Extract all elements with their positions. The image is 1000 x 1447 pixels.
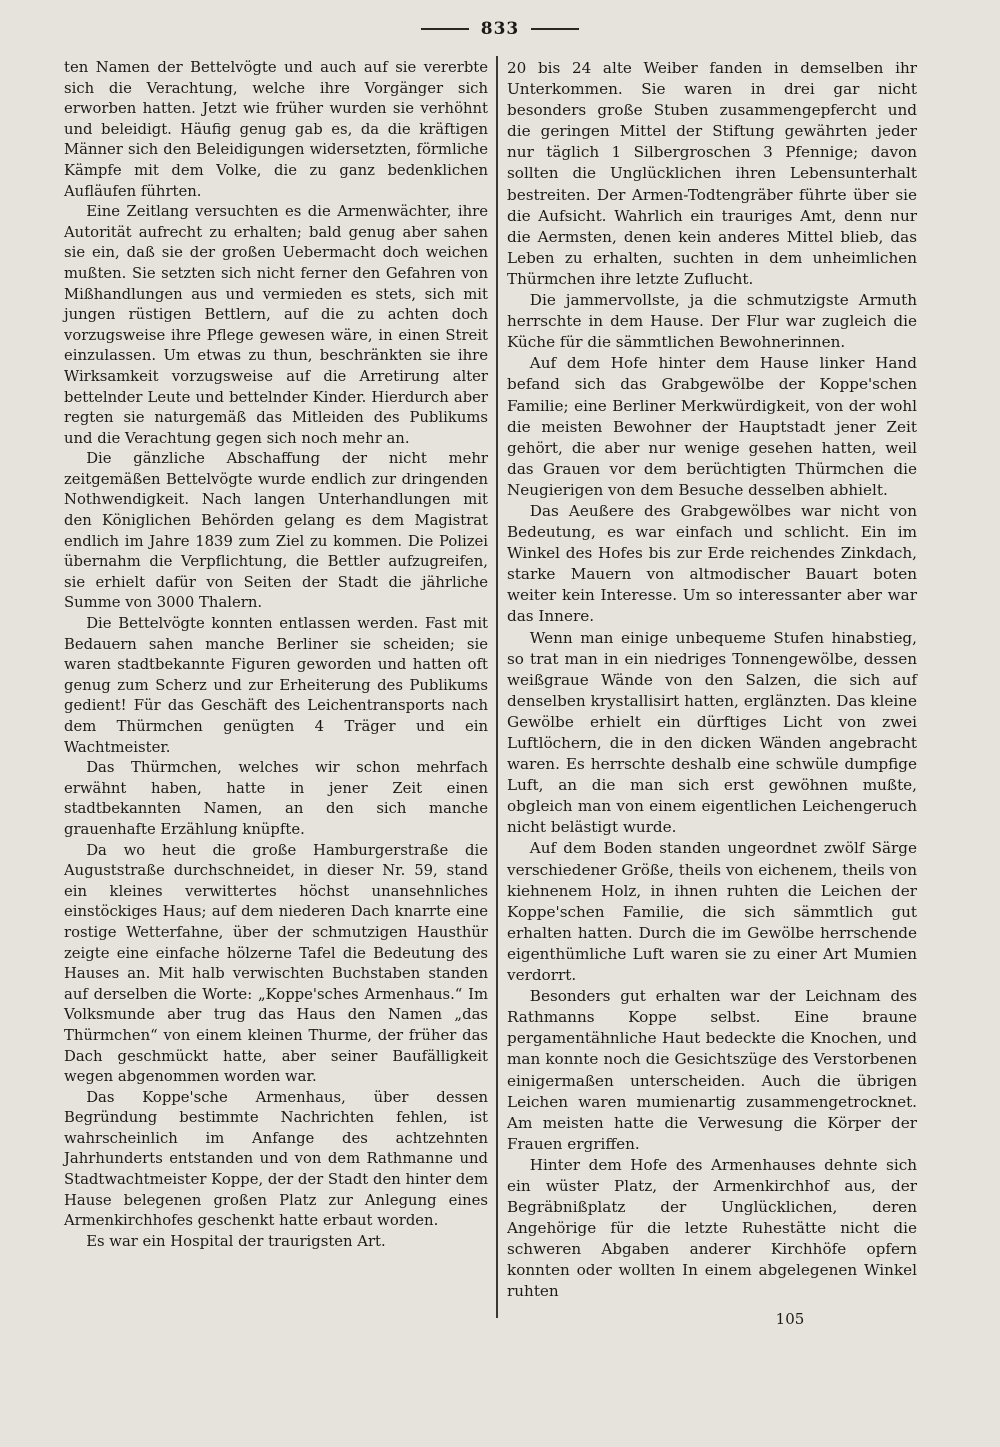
paragraph: Das Thürmchen, welches wir schon mehrfach erwähnt haben, hatte in jener Zeit einen stadtbekannten Namen, an den sich manche grauenhafte Erzählung knüpfte. xyxy=(64,759,488,838)
left-column xyxy=(64,58,488,1252)
paragraph: Eine Zeitlang versuchten es die Armenwächter, ihre Autorität aufrecht zu erhalten; bald genug aber sahen sie ein, daß sie der großen Uebermacht doch weichen mußten. Sie setzten sich nicht ferner den Gefahren von Mißhandlungen aus und vermieden es stets, sich mit jungen rüstigen Bettlern, auf die zu achten doch vorzugsweise ihre Pflege gewesen wäre, in einen Streit einzulassen. Um etwas zu thun, beschränkten sie ihre Wirksamkeit vorzugsweise auf die Arretirung alter bettelnder Leute und bettelnder Kinder. Hierdurch aber regten sie naturgemäß das Mitleiden des Publikums und die Verachtung gegen sich noch mehr an. xyxy=(64,203,488,447)
header-rule-left xyxy=(421,28,469,30)
right-column xyxy=(507,58,917,1303)
paragraph: Es war ein Hospital der traurigsten Art. xyxy=(86,1232,386,1250)
page-number: 833 xyxy=(480,19,520,39)
paragraph: Das Koppe'sche Armenhaus, über dessen Begründung bestimmte Nachrichten fehlen, ist wahrscheinlich im Anfange des achtzehnten Jahrhunderts entstanden und von dem Rathmanne und Stadtwachtmeister Koppe, der der Stadt den hinter dem Hause belegenen großen Platz zur Anlegung eines Armenkirchhofes geschenkt hatte erbaut worden. xyxy=(64,1088,488,1230)
paragraph: Besonders gut erhalten war der Leichnam des Rathmanns Koppe selbst. Eine braune pergamentähnliche Haut bedeckte die Knochen, und man konnte noch die Gesichtszüge des Verstorbenen einigermaßen unterscheiden. Auch die übrigen Leichen waren mumienartig zusammengetrocknet. Am meisten hatte die Verwesung die Körper der Frauen ergriffen. xyxy=(507,987,917,1153)
page-header xyxy=(0,14,1000,44)
paragraph: Das Aeußere des Grabgewölbes war nicht von Bedeutung, es war einfach und schlicht. Ein im Winkel des Hofes bis zur Erde reichendes Zinkdach, starke Mauern von altmodischer Bauart boten weiter kein Interesse. Um so interessanter aber war das Innere. xyxy=(507,501,917,626)
paragraph: 20 bis 24 alte Weiber fanden in demselben ihr Unterkommen. Sie waren in drei gar nicht besonders große Stuben zusammengepfercht und die geringen Mittel der Stiftung gewährten jeder nur täglich 1 Silbergroschen 3 Pfennige; davon sollten die Unglücklichen ihren Lebensunterhalt bestreiten. Der Armen-Todtengräber führte über sie die Aufsicht. Wahrlich ein trauriges Amt, denn nur die Aermsten, denen kein anderes Mittel blieb, das Leben zu erhalten, suchten in dem unheimlichen Thürmchen ihre letzte Zuflucht. xyxy=(507,59,917,288)
column-divider xyxy=(496,56,498,1318)
paragraph: Die Bettelvögte konnten entlassen werden. Fast mit Bedauern sahen manche Berliner sie scheiden; sie waren stadtbekannte Figuren geworden und hatten oft genug zum Scherz und zur Erheiterung des Publikums gedient! Für das Geschäft des Leichentransports nach dem Thürmchen genügten 4 Träger und ein Wachtmeister. xyxy=(64,615,488,756)
header-rule-right xyxy=(531,28,579,30)
paragraph: Die jammervollste, ja die schmutzigste Armuth herrschte in dem Hause. Der Flur war zugleich die Küche für die sämmtlichen Bewohnerinnen. xyxy=(507,291,917,352)
paragraph: Da wo heut die große Hamburgerstraße die Auguststraße durchschneidet, in dieser Nr. 59, stand ein kleines verwittertes höchst unansehnliches einstöckiges Haus; auf dem niederen Dach knarrte eine rostige Wetterfahne, über der schmutzigen Hausthür zeigte eine einfache hölzerne Tafel die Bedeutung des Hauses an. Mit halb verwischten Buchstaben standen auf derselben die Worte: „Koppe'sches Armenhaus.“ Im Volksmunde aber trug das Haus den Namen „das Thürmchen“ von einem kleinen Thurme, der früher das Dach geschmückt hatte, aber seiner Baufälligkeit wegen abgenommen worden war. xyxy=(64,841,488,1086)
paragraph: Die gänzliche Abschaffung der nicht mehr zeitgemäßen Bettelvögte wurde endlich zur dringenden Nothwendigkeit. Nach langen Unterhandlungen mit den Königlichen Behörden gelang es dem Magistrat endlich im Jahre 1839 zum Ziel zu kommen. Die Polizei übernahm die Verpflichtung, die Bettler aufzugreifen, sie erhielt dafür von Seiten der Stadt die jährliche Summe von 3000 Thalern. xyxy=(64,450,488,612)
paragraph: Hinter dem Hofe des Armenhauses dehnte sich ein wüster Platz, der Armenkirchhof aus, der Begräbnißplatz der Unglücklichen, deren Angehörige für die letzte Ruhestätte nicht die schweren Abgaben anderer Kirchhöfe opfern konnten oder wollten In einem abgelegenen Winkel ruhten xyxy=(507,1155,917,1301)
paragraph: Auf dem Hofe hinter dem Hause linker Hand befand sich das Grabgewölbe der Koppe'schen Familie; eine Berliner Merkwürdigkeit, von der wohl die meisten Bewohner der Hauptstadt jener Zeit gehört, die aber nur wenige gesehen hatten, weil das Grauen vor dem berüchtigten Thürmchen die Neugierigen von dem Besuche desselben abhielt. xyxy=(507,354,917,499)
paragraph: Auf dem Boden standen ungeordnet zwölf Särge verschiedener Größe, theils von eichenem, theils von kiehnenem Holz, in ihnen ruhten die Leichen der Koppe'schen Familie, die sich sämmtlich gut erhalten hatten. Durch die im Gewölbe herrschende eigenthümliche Luft waren sie zu einer Art Mumien verdorrt. xyxy=(507,839,917,985)
paragraph: Wenn man einige unbequeme Stufen hinabstieg, so trat man in ein niedriges Tonnengewölbe, dessen weißgraue Wände von den Salzen, die sich auf denselben krystallisirt hatten, erglänzten. Das kleine Gewölbe erhielt ein dürftiges Licht von zwei Luftlöchern, die in den dicken Wänden angebracht waren. Es herrschte deshalb eine schwüle dumpfige Luft, an die man sich erst gewöhnen mußte, obgleich man von einem eigentlichen Leichengeruch nicht belästigt wurde. xyxy=(507,628,917,837)
paragraph: ten Namen der Bettelvögte und auch auf sie vererbte sich die Verachtung, welche ihre Vorgänger sich erworben hatten. Jetzt wie früher wurden sie verhöhnt und beleidigt. Häufig genug gab es, da die kräftigen Männer sich den Beleidigungen widersetzten, förmliche Kämpfe mit dem Volke, die zu ganz bedenklichen Aufläufen führten. xyxy=(64,59,488,200)
signature-mark: 105 xyxy=(775,1310,805,1328)
